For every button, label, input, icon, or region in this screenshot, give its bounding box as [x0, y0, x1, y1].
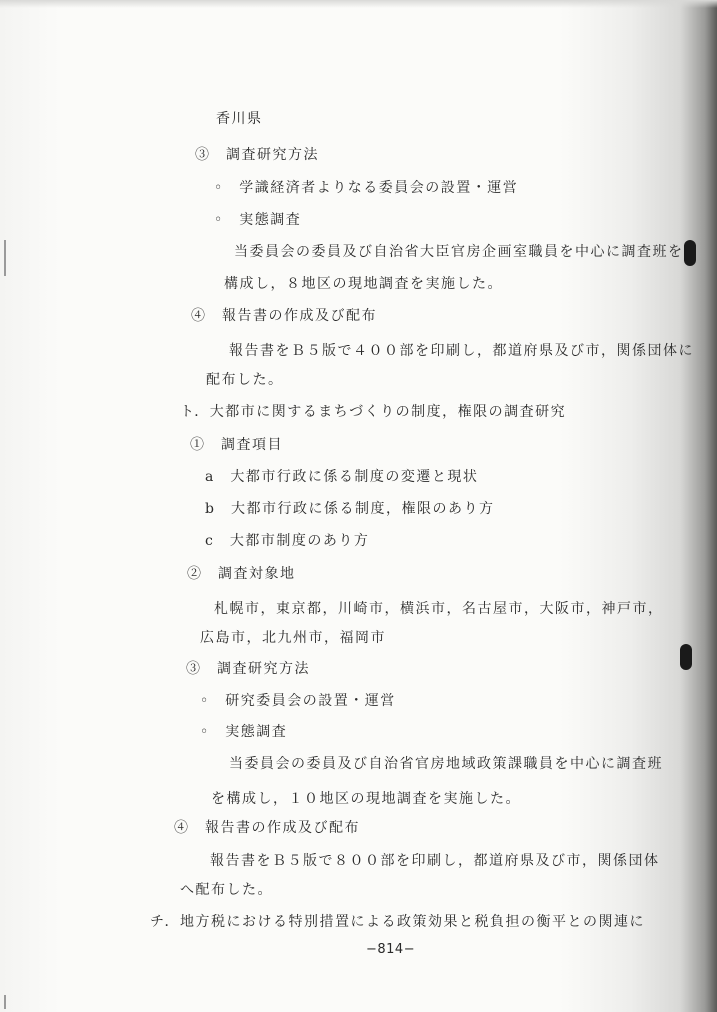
bullet-item: ◦ 実態調査 — [214, 212, 302, 228]
section-heading: ② 調査対象地 — [187, 566, 296, 582]
section-heading: ④ 報告書の作成及び配布 — [174, 820, 360, 836]
section-heading: ③ 調査研究方法 — [186, 661, 310, 677]
text-line: 報告書をＢ５版で８００部を印刷し，都道府県及び市，関係団体 — [210, 853, 660, 869]
section-heading: ① 調査項目 — [190, 437, 283, 453]
text-line: 構成し，８地区の現地調査を実施した。 — [224, 276, 503, 292]
text-line: 報告書をＢ５版で４００部を印刷し，都道府県及び市，関係団体に — [229, 343, 694, 359]
text-line: 札幌市，東京都，川崎市，横浜市，名古屋市，大阪市，神戸市， — [214, 601, 664, 617]
left-margin-mark — [4, 240, 6, 276]
text-line: 配布した。 — [206, 372, 284, 388]
list-item: a 大都市行政に係る制度の変遷と現状 — [205, 469, 479, 485]
bullet-item: ◦ 学識経済者よりなる委員会の設置・運営 — [214, 180, 519, 196]
section-heading: ト．大都市に関するまちづくりの制度，権限の調査研究 — [180, 404, 567, 420]
text-line: 当委員会の委員及び自治省大臣官房企画室職員を中心に調査班を — [234, 244, 684, 260]
text-line: を構成し，１０地区の現地調査を実施した。 — [211, 791, 521, 807]
binding-hole — [680, 644, 692, 670]
list-item: b 大都市行政に係る制度，権限のあり方 — [205, 501, 495, 517]
text-line: 香川県 — [216, 111, 263, 127]
binding-hole — [684, 240, 696, 266]
text-line: へ配布した。 — [180, 882, 273, 898]
section-heading: ③ 調査研究方法 — [195, 147, 319, 163]
bullet-item: ◦ 実態調査 — [200, 724, 288, 740]
text-line: 当委員会の委員及び自治省官房地域政策課職員を中心に調査班 — [229, 756, 663, 772]
list-item: c 大都市制度のあり方 — [205, 533, 370, 549]
page-top-shadow — [0, 0, 717, 8]
page-number: −814− — [366, 942, 416, 957]
left-margin-mark — [4, 995, 6, 1009]
section-heading: チ．地方税における特別措置による政策効果と税負担の衡平との関連に — [150, 914, 646, 930]
section-heading: ④ 報告書の作成及び配布 — [191, 308, 377, 324]
text-line: 広島市，北九州市，福岡市 — [200, 630, 386, 646]
bullet-item: ◦ 研究委員会の設置・運営 — [200, 693, 396, 709]
